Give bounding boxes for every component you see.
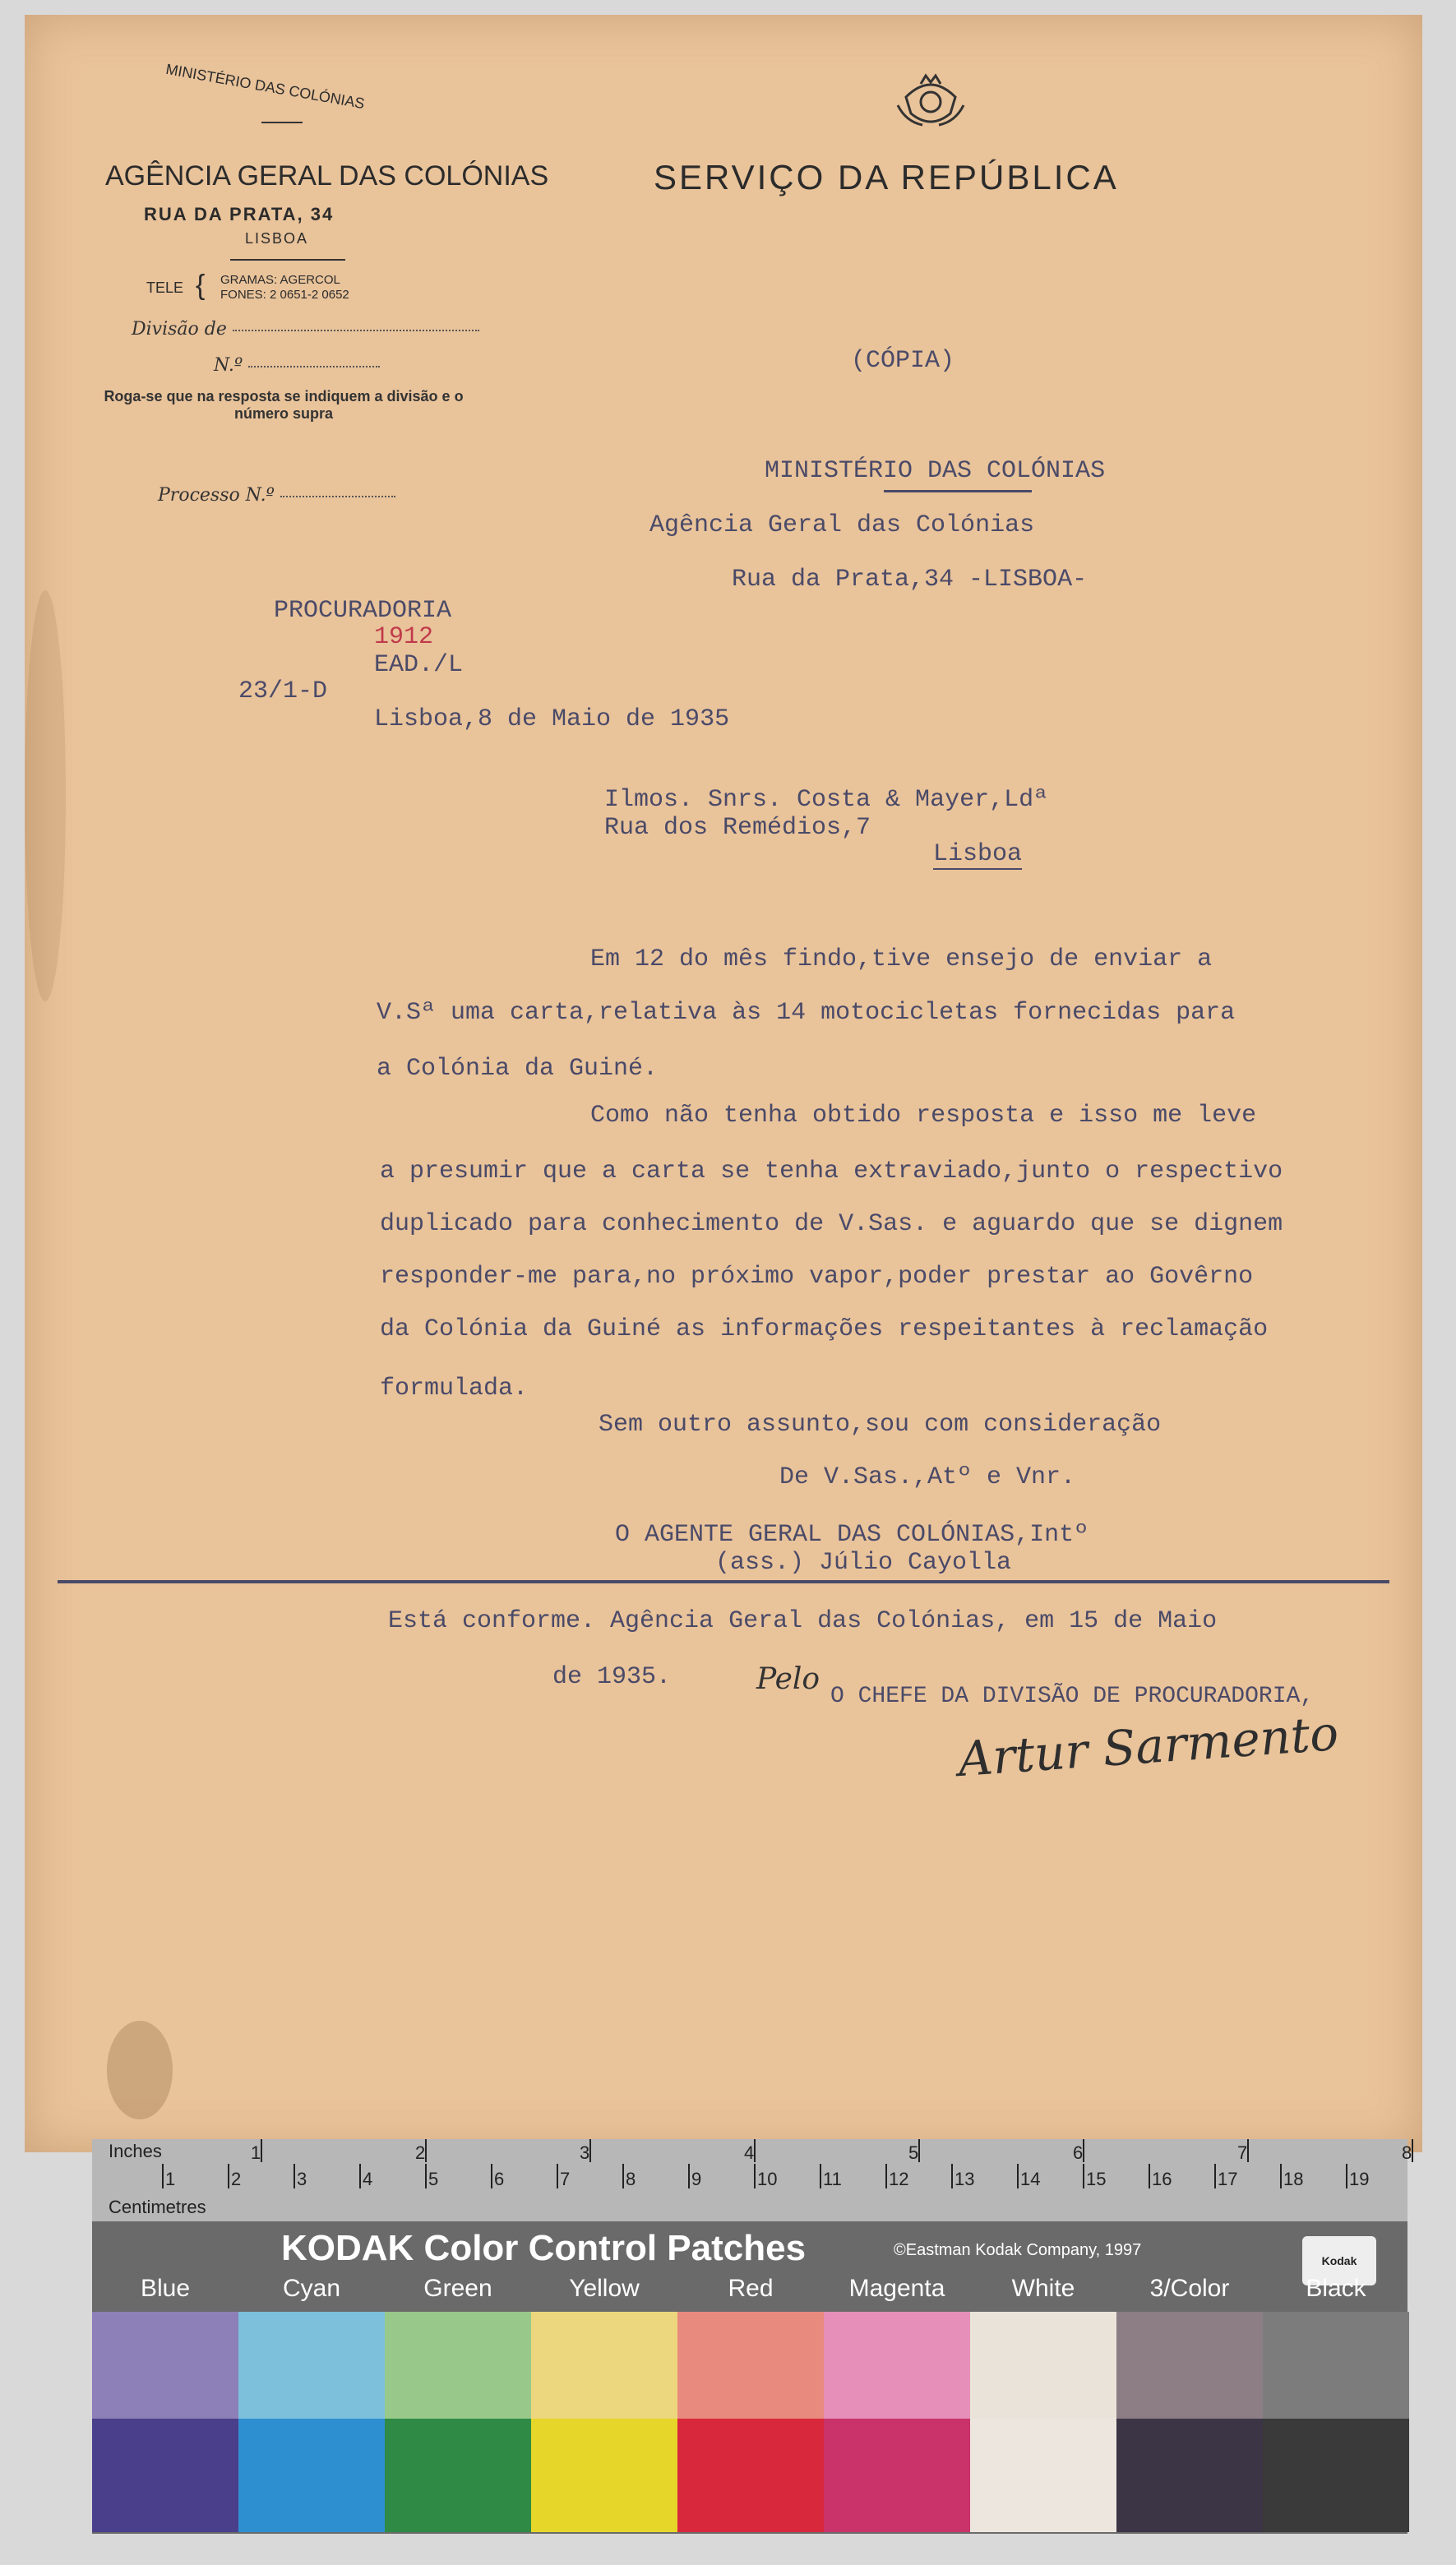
underline <box>884 490 1032 492</box>
coat-of-arms-icon <box>890 72 972 136</box>
cm-tick <box>1346 2164 1347 2188</box>
cm-tick <box>228 2164 229 2188</box>
kodak-logo: Kodak <box>1302 2236 1376 2285</box>
inch-mark: 6 <box>1073 2142 1084 2163</box>
file-ref: 23/1-D <box>238 677 328 705</box>
cm-mark: 10 <box>757 2169 778 2189</box>
ead-ref: EAD./L <box>374 651 464 679</box>
cm-tick <box>557 2164 558 2188</box>
cm-mark: 13 <box>954 2169 975 2189</box>
copy-marker: (CÓPIA) <box>851 347 955 375</box>
cm-mark: 6 <box>494 2169 505 2189</box>
cm-mark: 1 <box>165 2169 176 2189</box>
divider <box>230 259 345 261</box>
color-control-chart <box>92 2139 1412 2534</box>
body-line: a Colónia da Guiné. <box>377 1055 659 1083</box>
inch-mark: 4 <box>744 2142 755 2163</box>
color-patch-top <box>1263 2312 1409 2425</box>
divisao-field: Divisão de <box>132 319 479 340</box>
patch-label: Black <box>1306 2275 1366 2302</box>
color-patch-bottom <box>238 2419 385 2532</box>
agency-city: LISBOA <box>245 230 309 247</box>
phone-numbers: FONES: 2 0651-2 0652 <box>220 288 349 302</box>
cm-tick <box>359 2164 361 2188</box>
cm-mark: 8 <box>626 2169 636 2189</box>
chart-title: KODAK Color Control Patches <box>281 2228 807 2268</box>
cm-mark: 3 <box>297 2169 307 2189</box>
cm-tick <box>1214 2164 1216 2188</box>
numero-field: N.º <box>214 355 380 376</box>
signer-title: O AGENTE GERAL DAS COLÓNIAS,Intº <box>615 1521 1089 1549</box>
address-line: Rua da Prata,34 -LISBOA- <box>732 566 1088 594</box>
inch-tick <box>1412 2139 1413 2162</box>
color-patch-top <box>677 2312 824 2425</box>
divider <box>261 122 303 123</box>
cm-tick <box>425 2164 427 2188</box>
cm-mark: 18 <box>1283 2169 1304 2189</box>
inch-tick <box>261 2139 262 2162</box>
color-patch-top <box>531 2312 677 2425</box>
inch-tick <box>589 2139 591 2162</box>
patch-label: Green <box>423 2275 492 2302</box>
color-patch-top <box>1116 2312 1263 2425</box>
letter-date: Lisboa,8 de Maio de 1935 <box>374 705 730 733</box>
cm-tick <box>754 2164 756 2188</box>
procuradoria-label: PROCURADORIA <box>274 597 452 625</box>
color-patch-bottom <box>677 2419 824 2532</box>
color-patch-bottom <box>92 2419 238 2532</box>
cm-tick <box>688 2164 690 2188</box>
agency-title: AGÊNCIA GERAL DAS COLÓNIAS <box>105 160 549 192</box>
color-patch-top <box>92 2312 238 2425</box>
recipient-line2: Rua dos Remédios,7 <box>604 814 871 842</box>
processo-field: Processo N.º <box>158 485 395 506</box>
chart-copyright: ©Eastman Kodak Company, 1997 <box>894 2241 1142 2259</box>
closing-line: De V.Sas.,Atº e Vnr. <box>779 1463 1076 1491</box>
cm-tick <box>622 2164 624 2188</box>
cm-mark: 14 <box>1020 2169 1041 2189</box>
color-patch-top <box>970 2312 1116 2425</box>
recipient-line1: Ilmos. Snrs. Costa & Mayer,Ldª <box>604 786 1049 814</box>
cm-mark: 5 <box>428 2169 439 2189</box>
cm-mark: 4 <box>363 2169 373 2189</box>
separator-line <box>58 1580 1389 1583</box>
cm-mark: 19 <box>1349 2169 1370 2189</box>
inch-tick <box>425 2139 427 2162</box>
inch-tick <box>1247 2139 1249 2162</box>
chief-title: O CHEFE DA DIVISÃO DE PROCURADORIA, <box>830 1684 1315 1709</box>
letterhead-arc-text: MINISTÉRIO DAS COLÓNIAS <box>164 60 367 113</box>
inch-mark: 7 <box>1237 2142 1248 2163</box>
cm-tick <box>162 2164 164 2188</box>
inches-label: Inches <box>109 2141 162 2161</box>
stain <box>107 2021 173 2119</box>
ruler <box>92 2139 1412 2221</box>
color-patch-top <box>238 2312 385 2425</box>
color-patch-top <box>385 2312 531 2425</box>
patch-label: Red <box>728 2275 774 2302</box>
agency-line: Agência Geral das Colónias <box>649 511 1035 539</box>
body-line: Como não tenha obtido resposta e isso me leve <box>590 1102 1257 1130</box>
procuradoria-number: 1912 <box>374 623 434 651</box>
patch-label: 3/Color <box>1149 2275 1230 2302</box>
cm-mark: 12 <box>889 2169 909 2189</box>
inch-tick <box>1083 2139 1084 2162</box>
stain <box>25 590 66 1001</box>
tele-label: TELE <box>146 280 184 296</box>
inch-mark: 8 <box>1402 2142 1412 2163</box>
cm-tick <box>951 2164 953 2188</box>
body-line: Em 12 do mês findo,tive ensejo de enviar a <box>590 945 1213 973</box>
inch-mark: 5 <box>908 2142 919 2163</box>
agency-street: RUA DA PRATA, 34 <box>144 204 335 224</box>
body-line: formulada. <box>380 1375 529 1403</box>
brace: { <box>196 270 206 301</box>
cm-tick <box>1083 2164 1084 2188</box>
cm-tick <box>820 2164 821 2188</box>
inch-mark: 1 <box>251 2142 261 2163</box>
color-patch-bottom <box>1263 2419 1409 2532</box>
centimetres-label: Centimetres <box>109 2197 206 2217</box>
recipient-city: Lisboa <box>933 840 1023 868</box>
conformity-line: de 1935. <box>552 1663 672 1691</box>
cm-mark: 2 <box>231 2169 242 2189</box>
patch-label: Blue <box>140 2275 191 2302</box>
inch-tick <box>754 2139 756 2162</box>
body-line: a presumir que a carta se tenha extraviado,junto o respectivo <box>380 1158 1283 1185</box>
cm-mark: 17 <box>1218 2169 1238 2189</box>
cm-mark: 15 <box>1086 2169 1107 2189</box>
body-line: da Colónia da Guiné as informações respeitantes à reclamação <box>380 1315 1269 1343</box>
closing-line: Sem outro assunto,sou com consideração <box>599 1411 1162 1439</box>
patch-label: White <box>1011 2275 1075 2302</box>
service-title: SERVIÇO DA REPÚBLICA <box>654 158 1119 196</box>
patch-label: Yellow <box>569 2275 640 2302</box>
color-patch-bottom <box>1116 2419 1263 2532</box>
conformity-line: Está conforme. Agência Geral das Colónias, em 15 de Maio <box>388 1607 1218 1635</box>
body-line: responder-me para,no próximo vapor,poder prestar ao Govêrno <box>380 1263 1254 1291</box>
cm-mark: 7 <box>560 2169 571 2189</box>
cm-tick <box>491 2164 492 2188</box>
cm-mark: 16 <box>1152 2169 1172 2189</box>
color-patch-bottom <box>531 2419 677 2532</box>
reply-note: Roga-se que na resposta se indiquem a divisão e o número supra <box>104 388 464 422</box>
pelo-handwritten: Pelo <box>756 1662 820 1696</box>
inch-tick <box>918 2139 920 2162</box>
patch-label: Cyan <box>282 2275 341 2302</box>
cm-tick <box>885 2164 887 2188</box>
cm-tick <box>1149 2164 1150 2188</box>
color-patch-bottom <box>970 2419 1116 2532</box>
inch-mark: 3 <box>580 2142 590 2163</box>
signer-name: (ass.) Júlio Cayolla <box>715 1549 1012 1577</box>
body-line: duplicado para conhecimento de V.Sas. e aguardo que se dignem <box>380 1210 1283 1238</box>
inch-mark: 2 <box>415 2142 426 2163</box>
cm-tick <box>1017 2164 1019 2188</box>
body-line: V.Sª uma carta,relativa às 14 motocicletas fornecidas para <box>377 999 1236 1027</box>
ministry-line: MINISTÉRIO DAS COLÓNIAS <box>765 457 1106 485</box>
telegram-address: GRAMAS: AGERCOL <box>220 273 340 287</box>
color-patch-bottom <box>824 2419 970 2532</box>
cm-mark: 9 <box>691 2169 702 2189</box>
patch-label: Magenta <box>848 2275 945 2302</box>
handwritten-signature: Artur Sarmento <box>956 1704 1341 1788</box>
cm-tick <box>294 2164 295 2188</box>
cm-mark: 11 <box>823 2169 842 2189</box>
color-patch-top <box>824 2312 970 2425</box>
color-patch-bottom <box>385 2419 531 2532</box>
cm-tick <box>1280 2164 1282 2188</box>
